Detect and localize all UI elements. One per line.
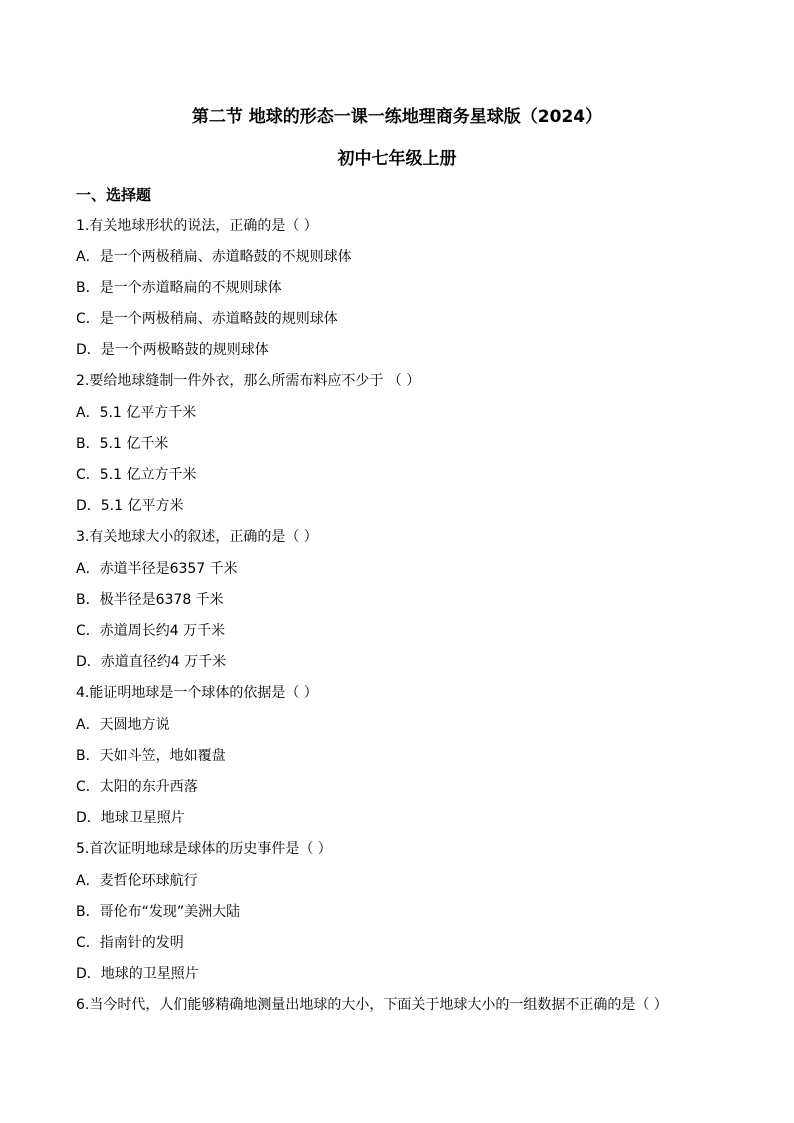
question-4-option-b: B．天如斗笠，地如覆盘 xyxy=(76,748,226,764)
question-2-option-c: C．5.1 亿立方千米 xyxy=(76,467,197,483)
question-1-option-d: D．是一个两极略鼓的规则球体 xyxy=(76,342,269,358)
question-5-option-a: A．麦哲伦环球航行 xyxy=(76,873,198,889)
question-4-option-d: D．地球卫星照片 xyxy=(76,810,185,826)
document-title: 第二节 地球的形态一课一练地理商务星球版（2024） xyxy=(191,107,603,127)
question-4-option-a: A．天圆地方说 xyxy=(76,717,170,733)
question-2-option-a: A．5.1 亿平方千米 xyxy=(76,405,197,421)
question-1-option-c: C．是一个两极稍扁、赤道略鼓的规则球体 xyxy=(76,311,338,327)
question-5-stem: 5.首次证明地球是球体的历史事件是（ ） xyxy=(76,841,332,857)
question-2-option-d: D．5.1 亿平方米 xyxy=(76,498,184,514)
question-3-option-c: C．赤道周长约4 万千米 xyxy=(76,623,226,639)
question-4-stem: 4.能证明地球是一个球体的依据是（ ） xyxy=(76,685,318,701)
question-1-stem: 1.有关地球形状的说法，正确的是（ ） xyxy=(76,218,318,234)
question-3-option-d: D．赤道直径约4 万千米 xyxy=(76,654,227,670)
question-1-option-b: B．是一个赤道略扁的不规则球体 xyxy=(76,280,282,296)
question-5-option-c: C．指南针的发明 xyxy=(76,935,184,951)
question-5-option-d: D．地球的卫星照片 xyxy=(76,966,199,982)
question-5-option-b: B．哥伦布“发现”美洲大陆 xyxy=(76,904,241,920)
question-3-option-a: A．赤道半径是6357 千米 xyxy=(76,561,238,577)
question-3-option-b: B．极半径是6378 千米 xyxy=(76,592,224,608)
section-heading: 一、选择题 xyxy=(76,186,152,204)
question-2-option-b: B．5.1 亿千米 xyxy=(76,436,169,452)
question-3-stem: 3.有关地球大小的叙述，正确的是（ ） xyxy=(76,529,318,545)
document-subtitle: 初中七年级上册 xyxy=(337,149,457,169)
question-2-stem: 2.要给地球缝制一件外衣，那么所需布料应不少于 （ ） xyxy=(76,373,421,389)
question-1-option-a: A．是一个两极稍扁、赤道略鼓的不规则球体 xyxy=(76,249,352,265)
question-6-stem: 6.当今时代，人们能够精确地测量出地球的大小，下面关于地球大小的一组数据不正确的是（ ） xyxy=(76,997,668,1013)
question-4-option-c: C．太阳的东升西落 xyxy=(76,779,198,795)
